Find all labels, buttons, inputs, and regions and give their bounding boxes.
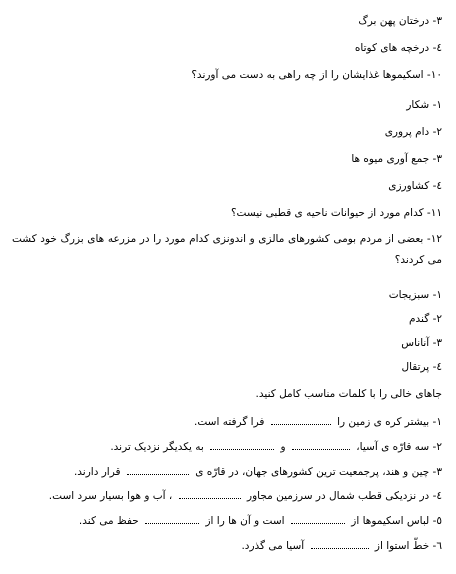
fill-item-text: و: [280, 441, 286, 453]
question-10: ١٠- اسکیموها غذایشان را از چه راهی به دست می آورند؟: [191, 69, 442, 81]
option-animal-husbandry: ٢- دام پروری: [384, 126, 442, 138]
fill-item-3: [74, 465, 442, 479]
fill-item-text: فرا گرفته است.: [194, 416, 265, 428]
question-12: ١٢- بعضی از مردم بومی کشورهای مالزی و اندونزی کدام مورد را در مزرعه های بزرگ خود کشت می کردند؟: [12, 233, 442, 266]
fill-item-text: است و آن ها را از: [205, 515, 285, 527]
fill-item-text: آسیا می گذرد.: [241, 540, 305, 552]
option-wheat: ٢- گندم: [409, 313, 442, 325]
fill-item-5: [79, 514, 442, 528]
option-orange: ٤- پرتقال: [401, 361, 442, 373]
fill-item-6: [241, 539, 442, 553]
option-fruit-gathering: ٣- جمع آوری میوه ها: [351, 153, 442, 165]
fill-item-text: ٢- سه قارّه ی آسیا،: [356, 441, 442, 453]
fill-item-1: [194, 415, 442, 429]
option-farming: ٤- کشاورزی: [388, 180, 442, 192]
fill-item-text: حفظ می کند.: [78, 515, 139, 527]
blank-field[interactable]: [145, 514, 199, 524]
option-vegetables: ١- سبزیجات: [388, 289, 442, 301]
fill-item-text: ٦- خطّ استوا از: [374, 540, 442, 552]
option-pineapple: ٣- آناناس: [401, 337, 442, 349]
fill-item-text: ٣- چین و هند، پرجمعیت ترین کشورهای جهان، در قارّه ی: [195, 466, 442, 478]
blank-field[interactable]: [291, 514, 345, 524]
fill-item-text: به یکدیگر نزدیک ترند.: [110, 441, 204, 453]
blank-field[interactable]: [179, 489, 241, 499]
blank-field[interactable]: [311, 539, 369, 549]
option-broadleaf-trees: ٣- درختان پهن برگ: [358, 15, 442, 27]
option-hunting: ١- شکار: [406, 99, 442, 111]
section-instruction: جاهای خالی را با کلمات مناسب کامل کنید.: [255, 388, 442, 400]
blank-field[interactable]: [271, 415, 331, 425]
fill-item-text: قرار دارند.: [73, 466, 121, 478]
question-11: ١١- کدام مورد از حیوانات ناحیه ی قطبی نیست؟: [230, 207, 442, 219]
fill-item-text: ، آب و هوا بسیار سرد است.: [48, 490, 173, 502]
blank-field[interactable]: [210, 440, 274, 450]
fill-item-text: ٥- لباس اسکیموها از: [351, 515, 442, 527]
option-short-shrubs: ٤- درخچه های کوتاه: [354, 42, 442, 54]
blank-field[interactable]: [127, 465, 189, 475]
blank-field[interactable]: [292, 440, 350, 450]
fill-item-4: [49, 489, 442, 503]
fill-item-2: [110, 440, 442, 454]
fill-item-text: ٤- در نزدیکی قطب شمال در سرزمین مجاور: [247, 490, 442, 502]
fill-item-text: ١- بیشتر کره ی زمین را: [337, 416, 442, 428]
